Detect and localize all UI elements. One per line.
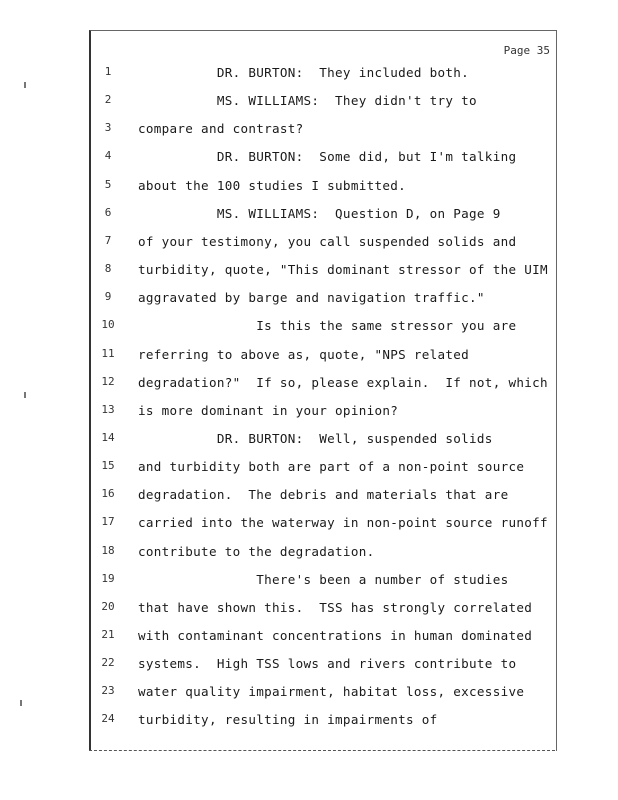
transcript-line [0,262,618,282]
line-number: 23 [101,684,115,698]
line-number: 24 [101,712,115,726]
transcript-line [0,712,618,732]
line-text: systems. High TSS lows and rivers contribute to [138,656,517,672]
line-number: 18 [101,543,115,557]
line-text: aggravated by barge and navigation traffic." [138,290,485,306]
line-number: 1 [104,65,112,78]
transcript-line [0,206,618,226]
transcript-line [0,459,618,479]
line-text: MS. WILLIAMS: They didn't try to [138,93,477,109]
line-text: turbidity, resulting in impairments of [138,712,438,728]
transcript-line [0,93,618,113]
line-number: 5 [104,177,112,191]
line-number: 12 [101,374,115,388]
transcript-line [0,121,618,141]
line-text: compare and contrast? [138,121,304,137]
transcript-line [0,544,618,564]
line-text: MS. WILLIAMS: Question D, on Page 9 [138,205,501,221]
transcript-line [0,628,618,648]
transcript-line [0,234,618,254]
transcript-line [0,178,618,198]
line-number: 9 [104,290,112,304]
line-text: DR. BURTON: Well, suspended solids [138,430,493,446]
line-text: water quality impairment, habitat loss, excessive [138,684,525,700]
transcript-line [0,403,618,423]
transcript-line [0,375,618,395]
line-number: 20 [101,599,115,613]
line-text: Is this the same stressor you are [138,318,517,334]
line-number: 14 [101,430,115,444]
transcript-line [0,656,618,676]
line-text: with contaminant concentrations in human dominated [138,628,533,643]
transcript-line [0,487,618,507]
transcript-line [0,431,618,451]
line-text: DR. BURTON: They included both. [138,65,470,80]
page-number: Page 35 [503,44,550,57]
margin-mark [24,392,26,398]
line-text: of your testimony, you call suspended solids and [138,233,517,249]
margin-mark [24,82,26,88]
line-text: referring to above as, quote, "NPS related [138,346,470,362]
transcript-line [0,290,618,310]
line-number: 17 [101,515,115,529]
line-text: carried into the waterway in non-point source runoff [138,515,548,531]
line-text: contribute to the degradation. [138,543,375,559]
line-text: degradation?" If so, please explain. If not, which [138,374,548,390]
line-text: There's been a number of studies [138,571,509,587]
transcript-line [0,572,618,592]
line-number: 10 [101,318,115,332]
line-number: 8 [104,262,112,276]
line-number: 3 [104,121,112,135]
line-text: and turbidity both are part of a non-point source [138,459,525,475]
line-text: that have shown this. TSS has strongly correlated [138,599,533,615]
bottom-rule [89,750,555,751]
margin-mark [20,700,22,706]
line-number: 6 [104,205,112,219]
line-number: 21 [101,628,115,641]
line-number: 15 [101,459,115,473]
line-number: 16 [101,487,115,501]
line-text: degradation. The debris and materials that are [138,487,509,503]
line-number: 7 [104,233,112,247]
line-text: is more dominant in your opinion? [138,402,399,418]
transcript-line [0,347,618,367]
line-number: 13 [101,402,115,416]
transcript-line [0,149,618,169]
line-number: 19 [101,571,115,585]
transcript-line [0,65,618,85]
line-number: 22 [101,656,115,670]
transcript-line [0,515,618,535]
line-text: turbidity, quote, "This dominant stressor of the UIM [138,262,548,278]
line-number: 4 [104,149,112,163]
line-number: 11 [101,346,115,360]
transcript-line [0,318,618,338]
line-text: about the 100 studies I submitted. [138,177,406,193]
transcript-line [0,600,618,620]
line-text: DR. BURTON: Some did, but I'm talking [138,149,517,165]
transcript-line [0,684,618,704]
line-number: 2 [104,93,112,107]
